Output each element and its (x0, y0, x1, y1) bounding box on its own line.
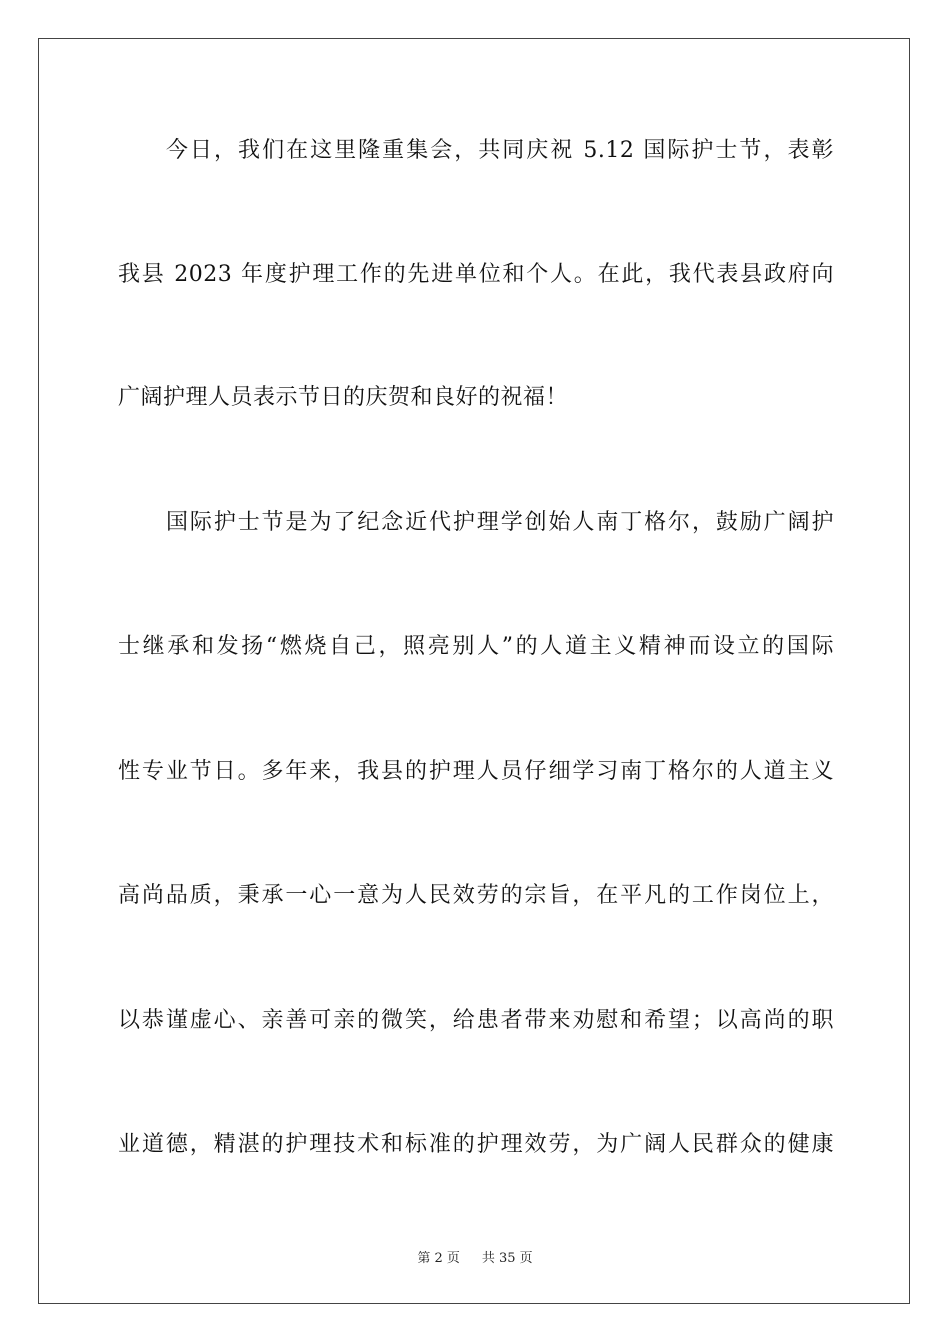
page-footer (0, 1247, 950, 1266)
paragraph-2-line-6: 业道德，精湛的护理技术和标准的护理效劳，为广阔人民群众的健康 (118, 1132, 834, 1157)
page-number: 第 2 页 (417, 1251, 460, 1266)
total-pages: 共 35 页 (481, 1251, 533, 1266)
paragraph-1-line-3: 广阔护理人员表示节日的庆贺和良好的祝福！ (118, 385, 569, 410)
paragraph-2-line-5: 以恭谨虚心、亲善可亲的微笑，给患者带来劝慰和希望；以高尚的职 (118, 1008, 834, 1033)
page-border (38, 38, 910, 1304)
paragraph-2-line-4: 高尚品质，秉承一心一意为人民效劳的宗旨，在平凡的工作岗位上， (118, 883, 834, 908)
paragraph-1-line-2: 我县 2023 年度护理工作的先进单位和个人。在此，我代表县政府向 (118, 262, 834, 287)
paragraph-2-line-1: 国际护士节是为了纪念近代护理学创始人南丁格尔，鼓励广阔护 (166, 510, 834, 535)
paragraph-2-line-2: 士继承和发扬“燃烧自己，照亮别人”的人道主义精神而设立的国际 (118, 634, 834, 659)
paragraph-1-line-1: 今日，我们在这里隆重集会，共同庆祝 5.12 国际护士节，表彰 (166, 138, 834, 163)
paragraph-2-line-3: 性专业节日。多年来，我县的护理人员仔细学习南丁格尔的人道主义 (118, 759, 834, 784)
